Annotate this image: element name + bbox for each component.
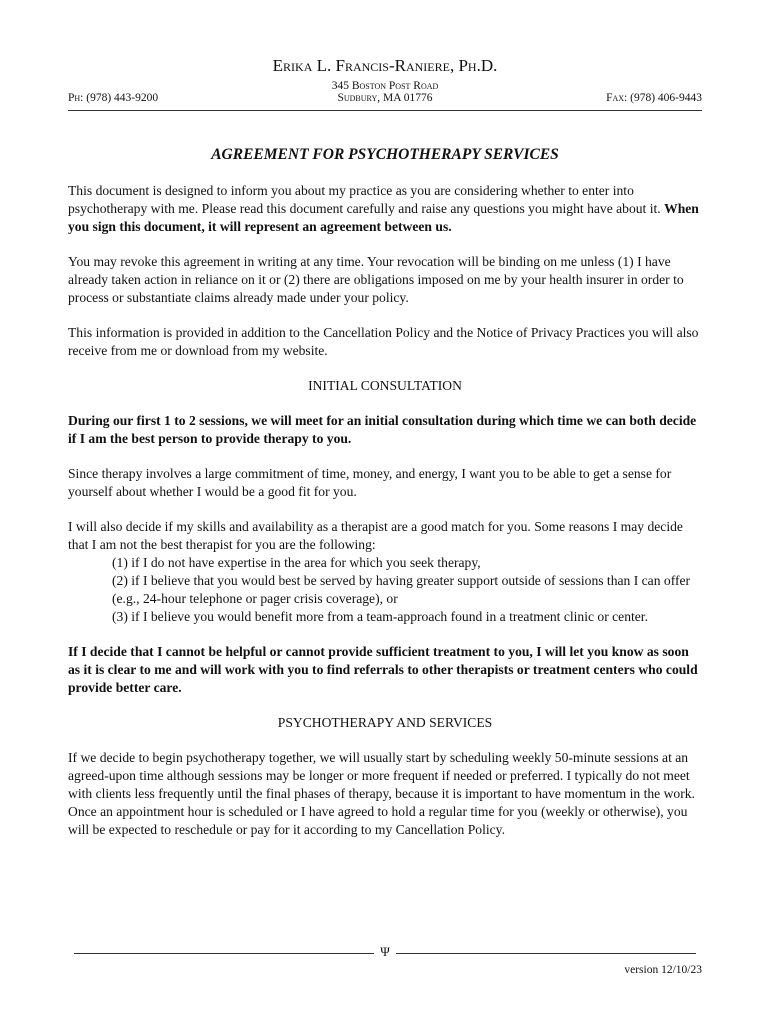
- letterhead-street: 345 Boston Post Road: [331, 80, 439, 92]
- intro-paragraph: [68, 182, 702, 236]
- section-heading-initial-consultation: INITIAL CONSULTATION: [308, 378, 462, 393]
- letterhead-phone: Ph: (978) 443-9200: [68, 92, 159, 104]
- revoke-paragraph: You may revoke this agreement in writing at any time. Your revocation will be binding on me unless (1) I have already taken action in reliance on it or (2) there are obligations imposed on me by your health insurer in order to process or substantiate claims already made under your policy.: [68, 254, 684, 305]
- footer-divider: [68, 944, 702, 960]
- referral-bold-paragraph: If I decide that I cannot be helpful or cannot provide sufficient treatment to you, I will let you know as soon as it is clear to me and will work with you to find referrals to other therapists or treatment centers who could provide better care.: [68, 644, 698, 695]
- consultation-bold-paragraph: During our first 1 to 2 sessions, we will meet for an initial consultation during which time we can both decide if I am the best person to provide therapy to you.: [68, 413, 697, 446]
- psychotherapy-paragraph: If we decide to begin psychotherapy together, we will usually start by scheduling weekly 50-minute sessions at an agreed-upon time although sessions may be longer or more frequent if needed or preferred. I typically do not meet with clients less frequently until the final phases of therapy, because it is important to have momentum in the work. Once an appointment hour is scheduled or I have agreed to hold a regular time for you (weekly or otherwise), you will be expected to reschedule or pay for it according to my Cancellation Policy.: [68, 750, 695, 837]
- section-heading-psychotherapy: PSYCHOTHERAPY AND SERVICES: [277, 715, 493, 730]
- letterhead-name: Erika L. Francis-Raniere, Ph.D.: [272, 56, 498, 75]
- list-item: (1) if I do not have expertise in the area for which you seek therapy,: [112, 555, 481, 570]
- consultation-fit-paragraph: Since therapy involves a large commitment of time, money, and energy, I want you to be able to get a sense for yourself about whether I would be a good fit for you.: [68, 466, 672, 499]
- letterhead-divider: [68, 110, 702, 111]
- intro-text: This document is designed to inform you about my practice as you are considering whether to enter into psychotherapy with me. Please read this document carefully and raise any questions you might have about it.: [68, 183, 665, 216]
- reasons-list: [112, 554, 702, 626]
- version-label: version 12/10/23: [624, 964, 702, 976]
- consultation-reasons-paragraph: I will also decide if my skills and availability as a therapist are a good match for you. Some reasons I may decide that I am not the best therapist for you are the following:: [68, 519, 683, 552]
- document-body: [68, 146, 702, 856]
- intro-bold-text: When you sign this document, it will represent an agreement between us.: [68, 201, 699, 234]
- list-item: (3) if I believe you would benefit more from a team-approach found in a treatment clinic or center.: [112, 609, 648, 624]
- psi-symbol: Ψ: [380, 944, 390, 959]
- additional-info-paragraph: This information is provided in addition to the Cancellation Policy and the Notice of Privacy Practices you will also receive from me or download from my website.: [68, 325, 699, 358]
- footer-rule-left: [74, 953, 374, 954]
- letterhead-fax: Fax: (978) 406-9443: [606, 92, 702, 104]
- document-title: AGREEMENT FOR PSYCHOTHERAPY SERVICES: [211, 146, 559, 163]
- footer-rule-right: [396, 953, 696, 954]
- list-item: (2) if I believe that you would best be served by having greater support outside of sessions than I can offer (e.g., 24-hour telephone or pager crisis coverage), or: [112, 573, 691, 606]
- letterhead-contact-row: [68, 92, 702, 108]
- letterhead-city: Sudbury, MA 01776: [337, 92, 433, 104]
